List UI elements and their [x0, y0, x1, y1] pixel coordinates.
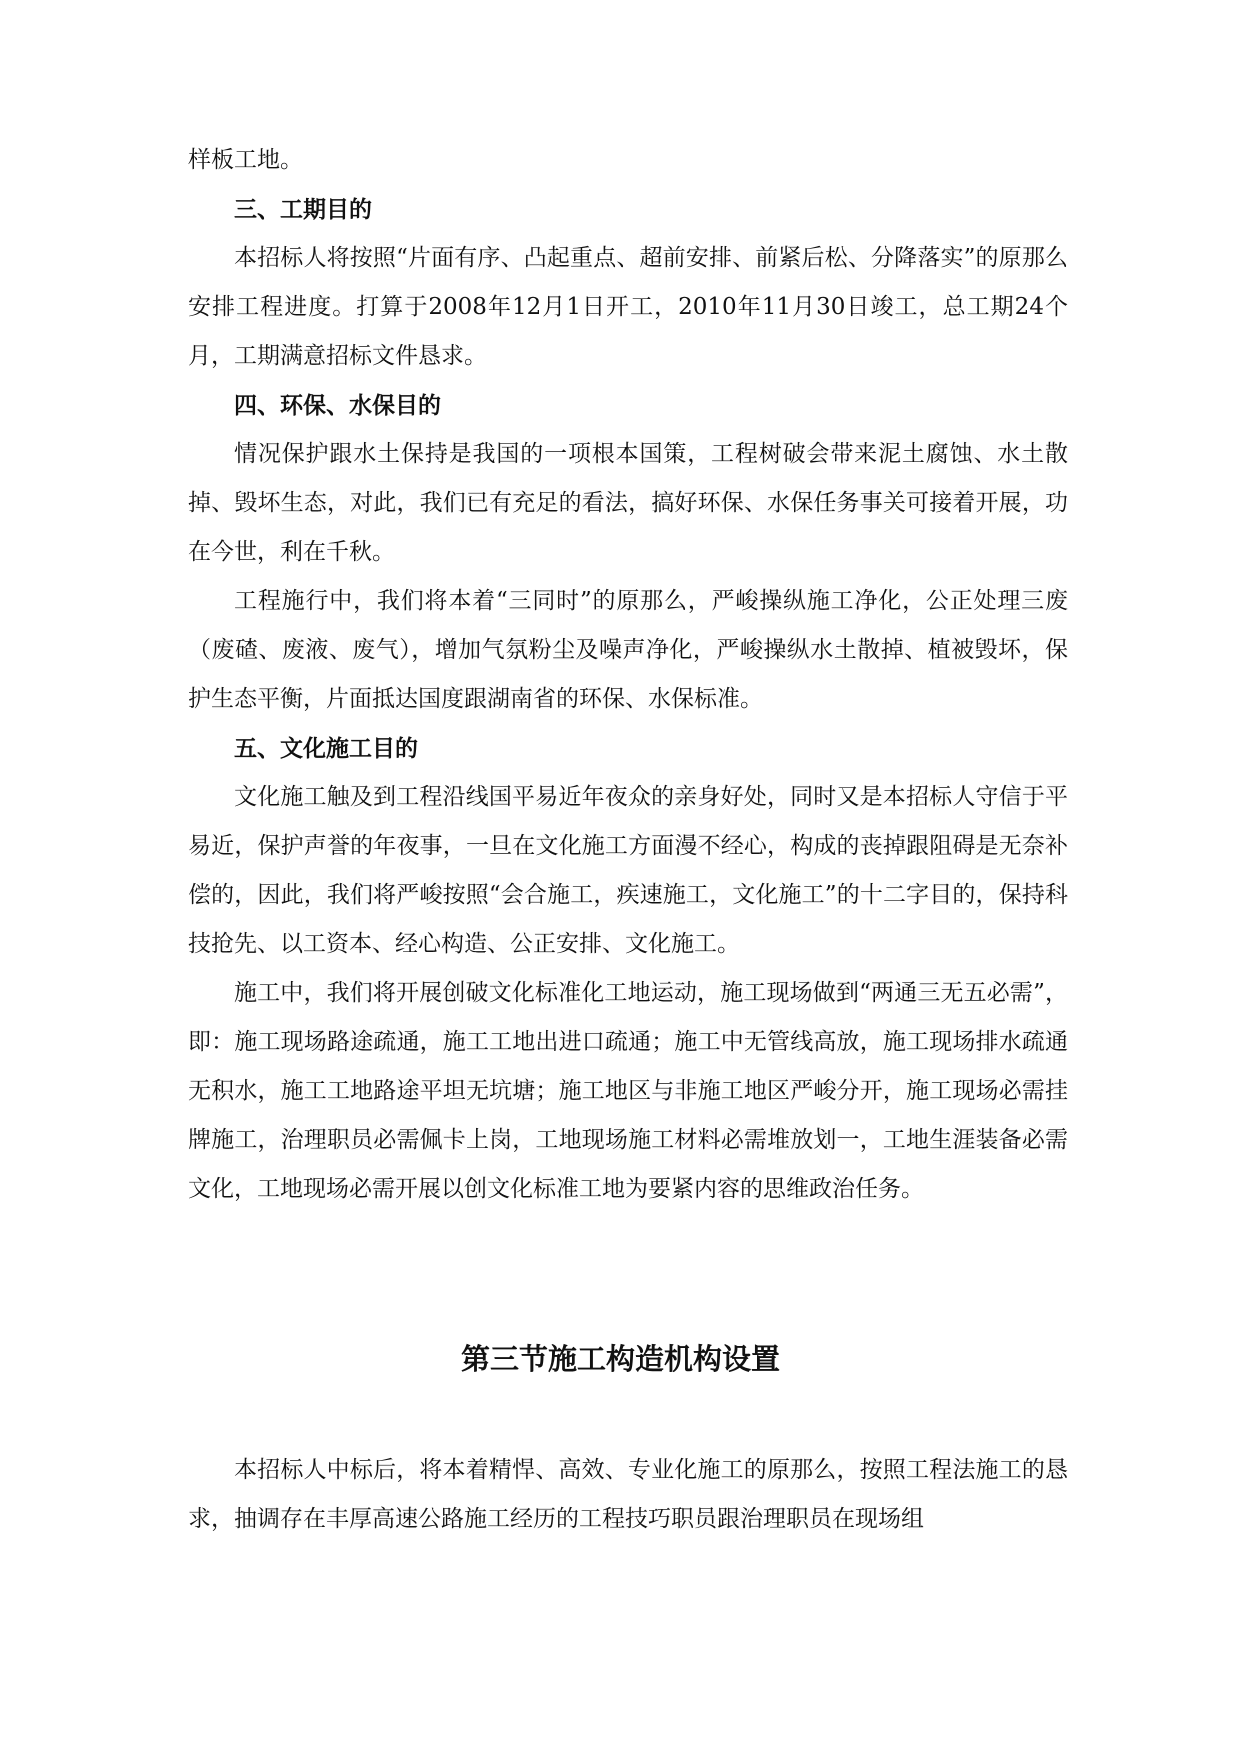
body-text-lower	[188, 1446, 1068, 1544]
paragraph-organization: 本招标人中标后，将本着精悍、高效、专业化施工的原那么，按照工程法施工的恳求，抽调存在丰厚高速公路施工经历的工程技巧职员跟治理职员在现场组	[188, 1457, 1068, 1532]
paragraph-civilized-1: 文化施工触及到工程沿线国平易近年夜众的亲身好处，同时又是本招标人守信于平易近，保护声誉的年夜事，一旦在文化施工方面漫不经心，构成的丧掉跟阻碍是无奈补偿的，因此，我们将严峻按照“会合施工，疾速施工，文化施工”的十二字目的，保持科技抢先、以工资本、经心构造、公正安排、文化施工。	[188, 784, 1068, 957]
paragraph-environment-1: 情况保护跟水土保持是我国的一项根本国策，工程树破会带来泥土腐蚀、水土散掉、毁坏生态，对此，我们已有充足的看法，搞好环保、水保任务事关可接着开展，功在今世，利在千秋。	[188, 441, 1068, 565]
body-text-upper	[188, 136, 1068, 1214]
section-title: 第三节施工构造机构设置	[460, 1342, 780, 1376]
paragraph-continuation: 样板工地。	[188, 147, 303, 173]
heading-environment-goal: 四、环保、水保目的	[234, 392, 441, 419]
heading-schedule-goal: 三、工期目的	[234, 196, 372, 223]
heading-civilized-construction: 五、文化施工目的	[234, 735, 418, 762]
paragraph-civilized-2: 施工中，我们将开展创破文化标准化工地运动，施工现场做到“两通三无五必需”，即：施工现场路途疏通，施工工地出进口疏通；施工中无管线高放，施工现场排水疏通无积水，施工工地路途平坦无坑塘；施工地区与非施工地区严峻分开，施工现场必需挂牌施工，治理职员必需佩卡上岗，工地现场施工材料必需堆放划一，工地生涯装备必需文化，工地现场必需开展以创文化标准工地为要紧内容的思维政治任务。	[188, 980, 1068, 1202]
paragraph-schedule: 本招标人将按照“片面有序、凸起重点、超前安排、前紧后松、分降落实”的原那么安排工程进度。打算于2008年12月1日开工，2010年11月30日竣工，总工期24个月，工期满意招标文件恳求。	[188, 245, 1068, 369]
paragraph-environment-2: 工程施行中，我们将本着“三同时”的原那么，严峻操纵施工净化，公正处理三废（废碴、废液、废气），增加气氛粉尘及噪声净化，严峻操纵水土散掉、植被毁坏，保护生态平衡，片面抵达国度跟湖南省的环保、水保标准。	[188, 588, 1068, 712]
